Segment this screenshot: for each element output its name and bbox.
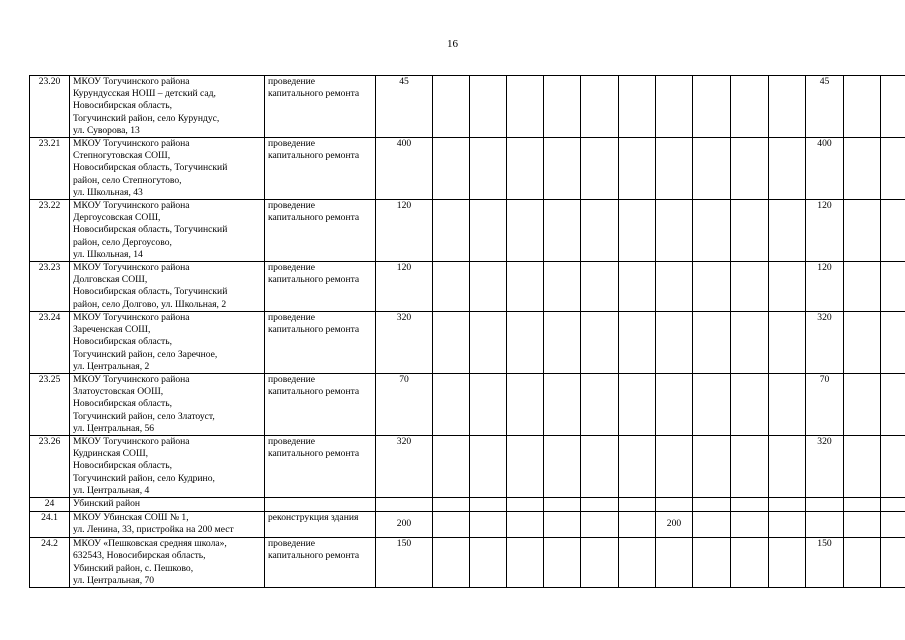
empty-cell	[881, 200, 905, 262]
empty-cell	[544, 498, 581, 512]
empty-cell	[881, 312, 905, 374]
empty-cell	[433, 538, 470, 588]
region-number: 24	[30, 498, 70, 512]
empty-cell	[844, 76, 881, 138]
empty-cell	[619, 262, 656, 312]
empty-cell	[581, 436, 619, 498]
empty-cell	[470, 512, 507, 538]
empty-cell	[581, 76, 619, 138]
empty-cell	[881, 262, 905, 312]
row-number: 23.22	[30, 200, 70, 262]
amount-cell-b: 150	[806, 538, 844, 588]
amount-cell-b: 70	[806, 374, 844, 436]
table-row	[30, 138, 905, 200]
empty-cell	[581, 538, 619, 588]
empty-cell	[507, 76, 544, 138]
empty-cell	[769, 262, 806, 312]
amount-cell-a: 200	[656, 512, 693, 538]
row-number: 23.24	[30, 312, 70, 374]
empty-cell	[433, 200, 470, 262]
empty-cell	[470, 498, 507, 512]
empty-cell	[731, 76, 769, 138]
empty-cell	[507, 262, 544, 312]
empty-cell	[881, 436, 905, 498]
empty-cell	[693, 76, 731, 138]
amount-cell-a	[656, 138, 693, 200]
empty-cell	[731, 200, 769, 262]
institution-name: МКОУ Тогучинского района Степногутовская СОШ, Новосибирская область, Тогучинский район, село Степногутово, ул. Школьная, 43	[70, 138, 265, 200]
empty-cell	[769, 538, 806, 588]
amount-cell-b: 120	[806, 200, 844, 262]
empty-cell	[433, 76, 470, 138]
empty-cell	[881, 512, 905, 538]
empty-cell	[881, 538, 905, 588]
institution-name: МКОУ Тогучинского района Дергоусовская СОШ, Новосибирская область, Тогучинский район, село Дергоусово, ул. Школьная, 14	[70, 200, 265, 262]
empty-cell	[731, 436, 769, 498]
empty-cell	[470, 374, 507, 436]
page-number: 16	[447, 38, 458, 50]
institution-name: МКОУ Тогучинского района Курундусская НОШ – детский сад, Новосибирская область, Тогучинский район, село Курундус, ул. Суворова, 13	[70, 76, 265, 138]
amount-cell-b: 45	[806, 76, 844, 138]
empty-cell	[581, 138, 619, 200]
empty-cell	[507, 312, 544, 374]
empty-cell	[544, 512, 581, 538]
empty-cell	[806, 498, 844, 512]
work-type: проведение капитального ремонта	[265, 436, 376, 498]
empty-cell	[544, 538, 581, 588]
empty-cell	[731, 138, 769, 200]
empty-cell	[844, 200, 881, 262]
work-type: реконструкция здания	[265, 512, 376, 538]
amount-cell-b: 320	[806, 312, 844, 374]
empty-cell	[581, 512, 619, 538]
empty-cell	[581, 312, 619, 374]
empty-cell	[433, 436, 470, 498]
empty-cell	[731, 512, 769, 538]
total-amount: 400	[376, 138, 433, 200]
table-row	[30, 512, 905, 538]
empty-cell	[881, 498, 905, 512]
empty-cell	[470, 138, 507, 200]
empty-cell	[769, 138, 806, 200]
empty-cell	[544, 262, 581, 312]
empty-cell	[619, 200, 656, 262]
amount-cell-a	[656, 262, 693, 312]
table-row	[30, 76, 905, 138]
empty-cell	[731, 498, 769, 512]
row-number: 23.20	[30, 76, 70, 138]
empty-cell	[581, 200, 619, 262]
amount-cell-a	[656, 200, 693, 262]
empty-cell	[470, 312, 507, 374]
work-type: проведение капитального ремонта	[265, 200, 376, 262]
amount-cell-b: 400	[806, 138, 844, 200]
work-type: проведение капитального ремонта	[265, 76, 376, 138]
empty-cell	[470, 76, 507, 138]
empty-cell	[844, 512, 881, 538]
work-type: проведение капитального ремонта	[265, 312, 376, 374]
empty-cell	[619, 512, 656, 538]
row-number: 24.2	[30, 538, 70, 588]
total-amount: 70	[376, 374, 433, 436]
work-type: проведение капитального ремонта	[265, 538, 376, 588]
amount-cell-b: 120	[806, 262, 844, 312]
empty-cell	[693, 138, 731, 200]
empty-cell	[619, 312, 656, 374]
empty-cell	[433, 512, 470, 538]
table-row	[30, 436, 905, 498]
empty-cell	[844, 436, 881, 498]
empty-cell	[544, 76, 581, 138]
empty-cell	[507, 512, 544, 538]
amount-cell-a	[656, 312, 693, 374]
empty-cell	[544, 436, 581, 498]
institution-name: МКОУ Тогучинского района Зареченская СОШ, Новосибирская область, Тогучинский район, село Заречное, ул. Центральная, 2	[70, 312, 265, 374]
empty-cell	[433, 498, 470, 512]
empty-cell	[693, 436, 731, 498]
row-number: 23.25	[30, 374, 70, 436]
row-number: 23.21	[30, 138, 70, 200]
empty-cell	[507, 498, 544, 512]
work-type: проведение капитального ремонта	[265, 138, 376, 200]
region-row	[30, 498, 905, 512]
empty-cell	[507, 436, 544, 498]
empty-cell	[731, 538, 769, 588]
region-name: Убинский район	[70, 498, 265, 512]
empty-cell	[844, 374, 881, 436]
amount-cell-a	[656, 538, 693, 588]
empty-cell	[433, 138, 470, 200]
total-amount: 200	[376, 512, 433, 538]
table-row	[30, 538, 905, 588]
empty-cell	[619, 138, 656, 200]
empty-cell	[731, 262, 769, 312]
empty-cell	[844, 138, 881, 200]
table-row	[30, 262, 905, 312]
empty-cell	[693, 498, 731, 512]
work-type: проведение капитального ремонта	[265, 374, 376, 436]
empty-cell	[544, 138, 581, 200]
empty-cell	[844, 262, 881, 312]
total-amount: 320	[376, 436, 433, 498]
institution-name: МКОУ Тогучинского района Кудринская СОШ, Новосибирская область, Тогучинский район, село Кудрино, ул. Центральная, 4	[70, 436, 265, 498]
total-amount: 120	[376, 262, 433, 312]
empty-cell	[581, 262, 619, 312]
empty-cell	[507, 374, 544, 436]
empty-cell	[619, 374, 656, 436]
empty-cell	[769, 512, 806, 538]
empty-cell	[731, 374, 769, 436]
table-row	[30, 374, 905, 436]
total-amount: 120	[376, 200, 433, 262]
empty-cell	[265, 498, 376, 512]
empty-cell	[581, 498, 619, 512]
empty-cell	[769, 498, 806, 512]
empty-cell	[769, 76, 806, 138]
empty-cell	[619, 498, 656, 512]
empty-cell	[881, 138, 905, 200]
empty-cell	[769, 436, 806, 498]
empty-cell	[844, 498, 881, 512]
row-number: 24.1	[30, 512, 70, 538]
amount-cell-a	[656, 374, 693, 436]
empty-cell	[433, 312, 470, 374]
empty-cell	[844, 312, 881, 374]
amount-cell-a	[656, 436, 693, 498]
empty-cell	[693, 538, 731, 588]
empty-cell	[376, 498, 433, 512]
institution-name: МКОУ Тогучинского района Златоустовская ООШ, Новосибирская область, Тогучинский район, село Златоуст, ул. Центральная, 56	[70, 374, 265, 436]
empty-cell	[470, 200, 507, 262]
empty-cell	[881, 76, 905, 138]
empty-cell	[656, 498, 693, 512]
empty-cell	[470, 436, 507, 498]
empty-cell	[470, 262, 507, 312]
empty-cell	[433, 374, 470, 436]
empty-cell	[544, 374, 581, 436]
row-number: 23.23	[30, 262, 70, 312]
empty-cell	[693, 200, 731, 262]
institution-name: МКОУ Убинская СОШ № 1, ул. Ленина, 33, пристройка на 200 мест	[70, 512, 265, 538]
empty-cell	[544, 312, 581, 374]
empty-cell	[693, 512, 731, 538]
empty-cell	[619, 538, 656, 588]
empty-cell	[507, 538, 544, 588]
total-amount: 150	[376, 538, 433, 588]
empty-cell	[769, 200, 806, 262]
amount-cell-a	[656, 76, 693, 138]
work-type: проведение капитального ремонта	[265, 262, 376, 312]
total-amount: 45	[376, 76, 433, 138]
amount-cell-b	[806, 512, 844, 538]
program-table	[29, 75, 905, 588]
empty-cell	[844, 538, 881, 588]
institution-name: МКОУ Тогучинского района Долговская СОШ, Новосибирская область, Тогучинский район, село Долгово, ул. Школьная, 2	[70, 262, 265, 312]
empty-cell	[470, 538, 507, 588]
institution-name: МКОУ «Пешковская средняя школа», 632543, Новосибирская область, Убинский район, с. Пешково, ул. Центральная, 70	[70, 538, 265, 588]
empty-cell	[881, 374, 905, 436]
empty-cell	[693, 262, 731, 312]
empty-cell	[693, 312, 731, 374]
empty-cell	[507, 200, 544, 262]
empty-cell	[581, 374, 619, 436]
amount-cell-b: 320	[806, 436, 844, 498]
empty-cell	[769, 374, 806, 436]
empty-cell	[693, 374, 731, 436]
row-number: 23.26	[30, 436, 70, 498]
empty-cell	[544, 200, 581, 262]
table-row	[30, 312, 905, 374]
empty-cell	[619, 76, 656, 138]
empty-cell	[507, 138, 544, 200]
table-row	[30, 200, 905, 262]
total-amount: 320	[376, 312, 433, 374]
empty-cell	[769, 312, 806, 374]
empty-cell	[619, 436, 656, 498]
empty-cell	[433, 262, 470, 312]
empty-cell	[731, 312, 769, 374]
